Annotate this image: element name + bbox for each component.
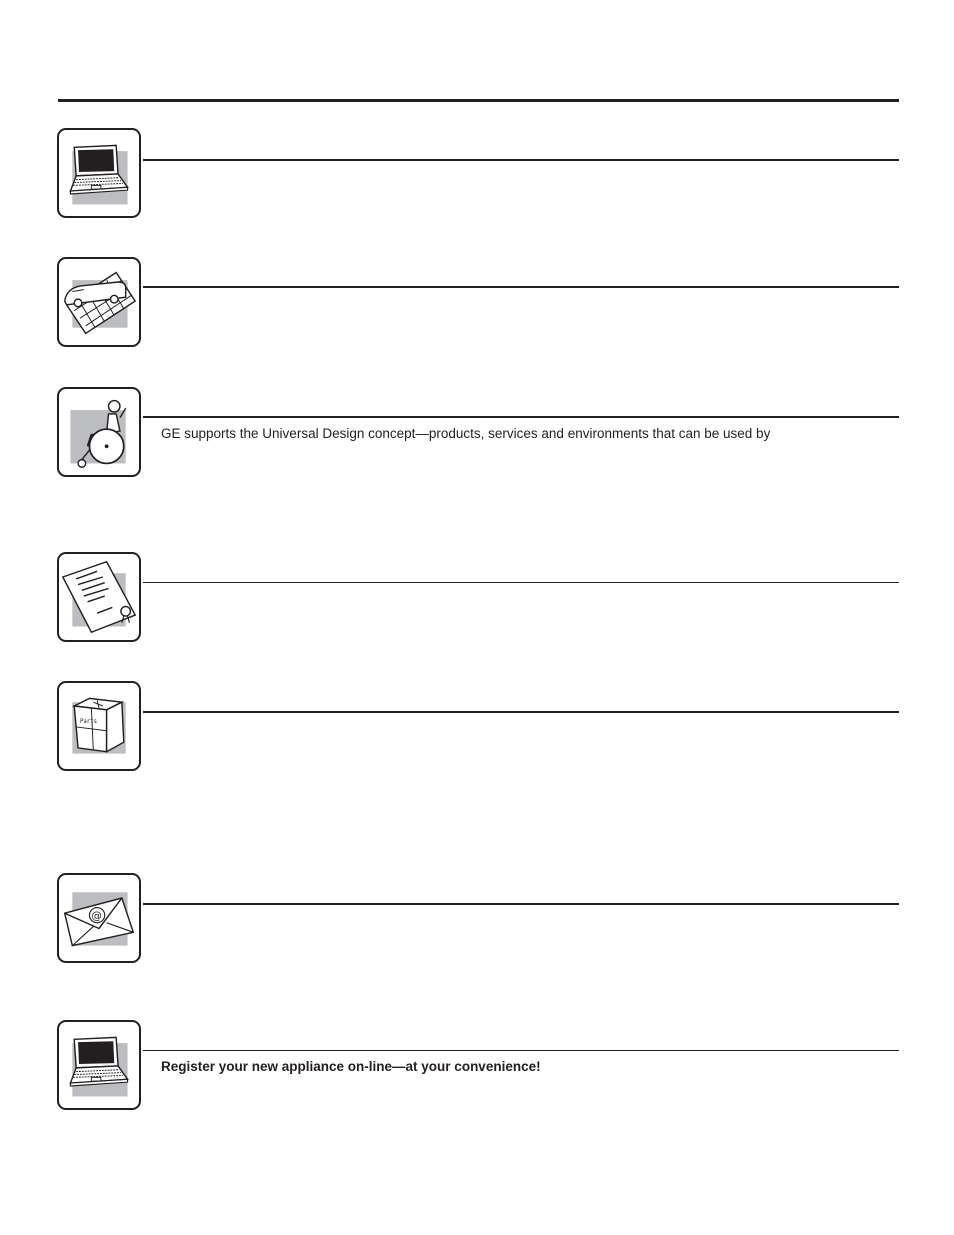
svg-text:@: @ [91, 909, 102, 922]
parts-box-icon [59, 683, 139, 769]
laptop-icon [59, 130, 139, 216]
section-1-rule [143, 159, 899, 161]
section-6-rule [143, 903, 899, 905]
section-5-icon-box [57, 681, 141, 771]
section-7-icon-box [57, 1020, 141, 1110]
section-5-rule [143, 711, 899, 713]
wheelchair-icon [59, 389, 139, 475]
section-6-icon-box [57, 873, 141, 963]
section-4-icon-box [57, 552, 141, 642]
email-envelope-icon [59, 875, 139, 961]
section-3-rule [143, 416, 899, 418]
section-3-icon-box [57, 387, 141, 477]
universal-design-text: GE supports the Universal Design concept—products, services and environments that can be used by [161, 426, 771, 441]
laptop-icon [59, 1022, 139, 1108]
section-2-icon-box [57, 257, 141, 347]
section-7-rule [143, 1050, 899, 1051]
register-text: Register your new appliance on-line—at your convenience! [161, 1059, 541, 1074]
section-4-rule [143, 582, 899, 583]
van-calendar-icon [59, 259, 139, 345]
certificate-icon [59, 554, 139, 640]
page-top-rule [58, 99, 899, 102]
parts-box-label: Parts [79, 719, 98, 726]
section-1-icon-box [57, 128, 141, 218]
section-2-rule [143, 286, 899, 288]
